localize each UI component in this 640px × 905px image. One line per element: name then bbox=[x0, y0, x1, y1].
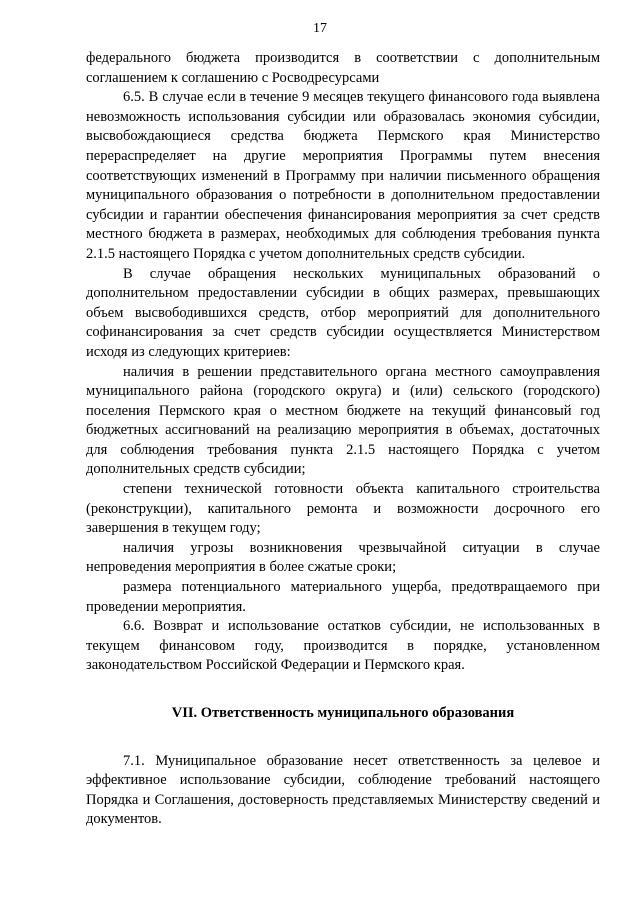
section-heading: VII. Ответственность муниципального образования bbox=[171, 705, 515, 721]
criterion-potential-damage: размера потенциального материального ущерба, предотвращаемого при проведении мероприятия. bbox=[86, 579, 600, 615]
criterion-technical-readiness: степени технической готовности объекта капитального строительства (реконструкции), капитального ремонта и возможности досрочного его завершения в текущем году; bbox=[86, 481, 600, 537]
paragraph-multiple-requests: В случае обращения нескольких муниципальных образований о дополнительном предоставлении субсидии в общих размерах, превышающих объем высвободившихся средств, отбор мероприятий для дополнительного софинансирования за счет средств субсидии осуществляется Министерством исходя из следующих критериев: bbox=[86, 265, 600, 360]
paragraph-6-5: 6.5. В случае если в течение 9 месяцев текущего финансового года выявлена невозможность использования субсидии или образовалась экономия субсидии, высвобождающиеся средства бюджета Пермского края Министерство перераспределяет на другие мероприятия Программы путем внесения соответствующих изменений в Программу при наличии письменного обращения муниципального образования о потребности в дополнительном предоставлении субсидии и гарантии обеспечения финансирования мероприятия за счет средств местного бюджета в размерах, необходимых для соблюдения требования пункта 2.1.5 настоящего Порядка с учетом дополнительных средств субсидии. bbox=[86, 89, 600, 262]
document-body bbox=[86, 49, 600, 830]
paragraph-6-6: 6.6. Возврат и использование остатков субсидии, не использованных в текущем финансовом году, производится в порядке, установленном законодательством Российской Федерации и Пермского края. bbox=[86, 618, 600, 674]
criterion-budget-allocation: наличия в решении представительного органа местного самоуправления муниципального района (городского округа) и (или) сельского (городского) поселения Пермского края о местном бюджете на текущий финансовый год бюджетных ассигнований на реализацию мероприятия в объемах, достаточных для соблюдения требования пункта 2.1.5 настоящего Порядка с учетом дополнительных средств субсидии; bbox=[86, 363, 600, 478]
page-number: 17 bbox=[313, 21, 327, 36]
paragraph-7-1: 7.1. Муниципальное образование несет ответственность за целевое и эффективное использование субсидии, соблюдение требований настоящего Порядка и Соглашения, достоверность представляемых Министерству сведений и документов. bbox=[86, 752, 600, 828]
criterion-emergency-threat: наличия угрозы возникновения чрезвычайной ситуации в случае непроведения мероприятия в более сжатые сроки; bbox=[86, 539, 600, 576]
paragraph-continuation: федерального бюджета производится в соответствии с дополнительным соглашением к соглашению с Росводресурсами bbox=[86, 50, 600, 86]
